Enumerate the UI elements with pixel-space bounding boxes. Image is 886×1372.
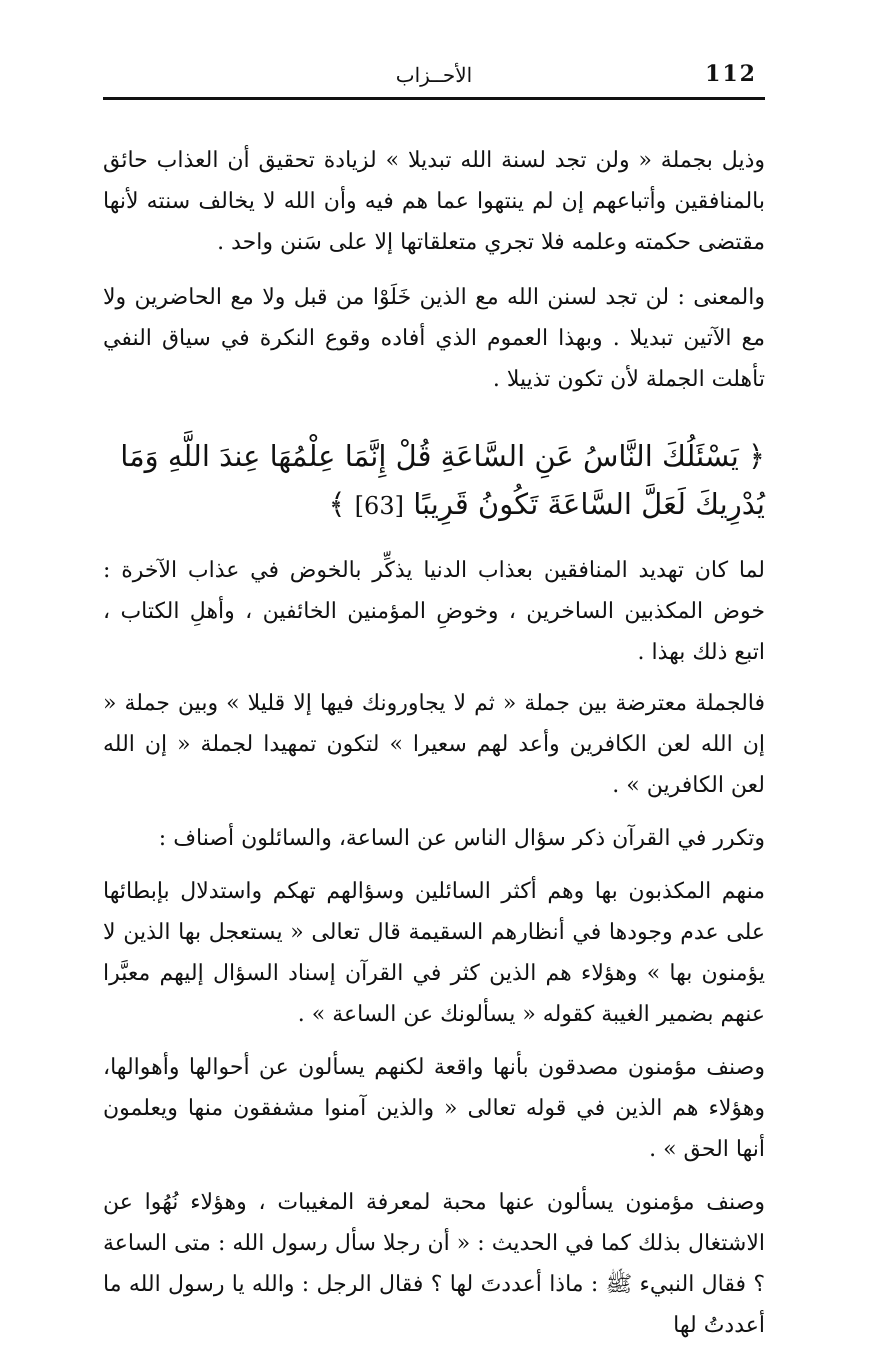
paragraph-block-2 <box>103 550 765 1346</box>
verse-number: [63] <box>354 492 404 520</box>
verse-close-bracket: ﴾ <box>328 487 346 521</box>
verse-text: يَسْئَلُكَ النَّاسُ عَنِ السَّاعَةِ قُلْ إِنَّمَا عِلْمُهَا عِندَ اللَّهِ وَمَا يُدْرِيكَ لَعَلَّ السَّاعَةَ تَكُونُ قَرِيبًا <box>120 439 765 521</box>
paragraph: والمعنى : لن تجد لسنن الله مع الذين خَلَوْا من قبل ولا مع الحاضرين ولا مع الآتين تبديلا . وبهذا العموم الذي أفاده وقوع النكرة في سياق النفي تأهلت الجملة لأن تكون تذييلا . <box>103 285 765 392</box>
page-number: 112 <box>705 61 757 87</box>
paragraph: وذيل بجملة « ولن تجد لسنة الله تبديلا » لزيادة تحقيق أن العذاب حائق بالمنافقين وأتباعهم إن لم ينتهوا عما هم فيه وأن الله لا يخالف سنته لأنها مقتضى حكمته وعلمه فلا تجري متعلقاتها إلا على سَنن واحد . <box>103 148 765 255</box>
paragraph: لما كان تهديد المنافقين بعذاب الدنيا يذكِّر بالخوض في عذاب الآخرة : خوض المكذبين الساخرين ، وخوضِ المؤمنين الخائفين ، وأهلِ الكتاب ، اتبع ذلك بهذا . <box>103 558 765 665</box>
paragraph: منهم المكذبون بها وهم أكثر السائلين وسؤالهم تهكم واستدلال بإبطائها على عدم وجودها في أنظارهم السقيمة قال تعالى « يستعجل بها الذين لا يؤمنون بها » وهؤلاء هم الذين كثر في القرآن إسناد السؤال إليهم معبَّرا عنهم بضمير الغيبة كقوله « يسألونك عن الساعة » . <box>103 879 765 1027</box>
quran-verse <box>103 432 765 530</box>
paragraph: وصنف مؤمنون يسألون عنها محبة لمعرفة المغيبات ، وهؤلاء نُهُوا عن الاشتغال بذلك كما في الحديث : « أن رجلا سأل رسول الله : متى الساعة ؟ فقال النبيء ﷺ : ماذا أعددتَ لها ؟ فقال الرجل : والله يا رسول الله ما أعددتُ لها <box>103 1190 765 1338</box>
paragraph: وصنف مؤمنون مصدقون بأنها واقعة لكنهم يسألون عن أحوالها وأهوالها، وهؤلاء هم الذين في قوله تعالى « والذين آمنوا مشفقون منها ويعلمون أنها الحق » . <box>103 1055 765 1162</box>
paragraph: فالجملة معترضة بين جملة « ثم لا يجاورونك فيها إلا قليلا » وبين جملة « إن الله لعن الكافرين وأعد لهم سعيرا » لتكون تمهيدا لجملة « إن الله لعن الكافرين » . <box>103 691 765 798</box>
page-header <box>103 55 765 100</box>
running-title: الأحــزاب <box>395 63 473 87</box>
paragraph: وتكرر في القرآن ذكر سؤال الناس عن الساعة، والسائلون أصناف : <box>158 826 765 851</box>
verse-open-bracket: ﴿ <box>748 439 765 473</box>
paragraph-block-1 <box>103 140 765 400</box>
